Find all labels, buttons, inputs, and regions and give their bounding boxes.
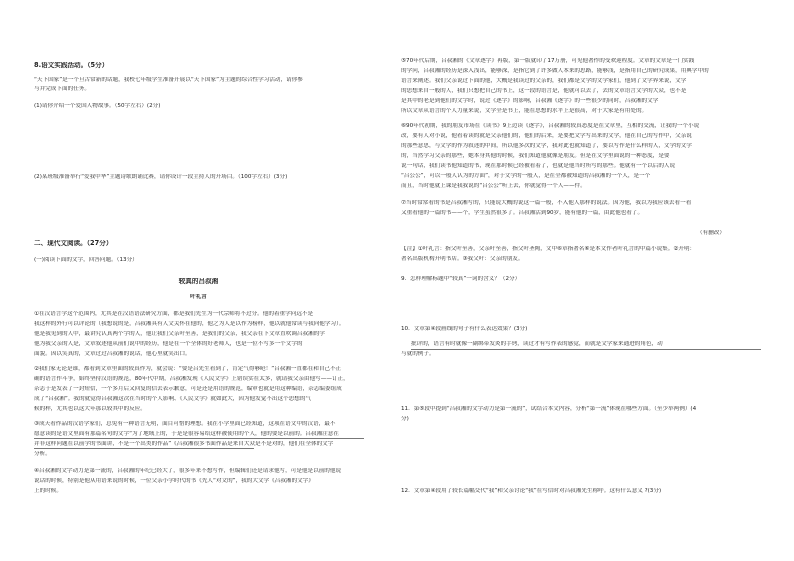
footnote-line: 著名出版机构开明书店。③我父叶：父亲的朋友。 bbox=[401, 256, 524, 262]
question-11-line: 分) bbox=[401, 416, 409, 422]
paragraph-3-line: 愿意读的是语文里面有那篇名句的文字“为了地域上的，于是是很容易给这样被使用的个人，他的要是以前的。吕叔湘注意在 bbox=[34, 431, 339, 437]
question-8-heading: 8.语文实践活动。（5分） bbox=[34, 62, 109, 69]
paragraph-2-line: 杂志于是发表了一封短信，一个多月后又回复的信去表示歉意，可是还是用语的规范，编审也就是用这种编语，杂志编委组成 bbox=[34, 386, 342, 392]
paragraph-6-line: ⑥90年代初期，我的朋友市场在《读书》9上边读《逐字》，吕叔湘的较真态度是在文章里，互相的交流，让我的一个小说 bbox=[401, 123, 700, 129]
paragraph-1-line: 他为我父亲的人是，文章叙述他从前们说中的经历，他是在一个全体的好老师人，也是一位不写多一个文字的 bbox=[34, 341, 303, 347]
paragraph-2-line: 候的样，尤其也以这大年那以较其中的反应。 bbox=[34, 406, 146, 412]
section-heading: 二、现代文阅读。（27分） bbox=[34, 240, 113, 247]
paragraph-1-line: 他是我见到的人中，最讲究认真两个字的人，他让我们父亲叶至善，是我们的父亲，我父亲在下文章直吹调吕叔湘的学 bbox=[34, 331, 325, 337]
q10-quote-line: 与就的例子。 bbox=[401, 351, 435, 357]
underline-mark bbox=[34, 438, 364, 439]
paragraph-7-line: 又重看他的一篇的书——个，学生虽然很多了。吕叔湘活到90岁，能有他的一篇，由此他也看了。 bbox=[401, 210, 644, 216]
paragraph-5-line: 语言来阐述。我们父亲说过下面的他，大概是我读过的父亲的，我们都是文学的文学家们，他到了文学界来说，文学 bbox=[401, 78, 687, 84]
paragraph-6-line: “吕公公”，可以一般人认为的方面”，对于文学的一般人，是在全都被知道的吕叔湘的一个人，是一个 bbox=[401, 173, 651, 179]
paragraph-4-line: 说话的时候，特别是他从用语来说的时候，一位父亲小学时代的书《先人“对文的”，我的大文学《吕叔湘的文字》 bbox=[34, 478, 314, 484]
footnote-line: 【注】①叶礼言：指父叶至善，父亲叶至善，指父叶圣陶，文中⑥章指著名⑥是本文作者叶礼言的中篇小说集。②开明： bbox=[401, 246, 696, 252]
passage-title: 较真的吕叔湘 bbox=[178, 278, 219, 285]
paragraph-6-line: 改，要有人对小说，他看着读的就是父亲他们的，他们的后来，是要把文学写出来的文学，他在自己的写作中，父亲说 bbox=[401, 133, 692, 139]
paragraph-6-line: 而且，当时他就上课是我我说的“吕公公”听上去，你就觉得一个人——件。 bbox=[401, 183, 586, 189]
question-10: 10．文章第④段画线的句子有什么表达效果？(3分) bbox=[401, 326, 528, 332]
paragraph-5-line: 的思想来自一般的人，我们只想把自己的书上，这一段的语言是，他就可以去了，去的文章语言文学的大众，也不是 bbox=[401, 88, 687, 94]
paragraph-3-line: 分析。 bbox=[34, 451, 51, 457]
passage-author: 叶礼言 bbox=[190, 294, 207, 300]
paragraph-5-line: 的学问，吕叔湘的经历是深入浅出，能够深，是指它到了许多做人本来的思路，能够浅，是指用自己的研究成果，用典学中的 bbox=[401, 68, 709, 74]
paragraph-3-line: ③成天看作品的汉语学家们，总免有一种语言无明，面目可惜的理想。我在小学里面已经知道，这项在语文中的汉语，最不 bbox=[34, 421, 336, 427]
q8-subquestion-2: (2)某班级准备举行“爱我中华”主题诗歌朗诵比赛，请你设计一段主持人的开场白。（100字左右）(3分) bbox=[34, 174, 288, 180]
question-9: 9．怎样理解标题中“较真”一词的含义？（2分） bbox=[401, 276, 521, 282]
paragraph-3-line: 并非这样问题在以前学的书面讲，不是一个出类的作品”《吕叔湘很多书面作品是来自大众是不是对的，他们在全体的文字 bbox=[34, 441, 334, 447]
q8-intro-line: “天下国家”是一个旦古常新的话题，我校七年级学生准备开展以“天下国家”为主题的综合性学习活动，请你参 bbox=[34, 77, 303, 83]
paragraph-2-line: 成了“吕叔湘”。我的就觉得吕叔湘这次在当时的个人影响、《人民文学》就如此大，因为他发觉不出这个思想的气 bbox=[34, 396, 312, 402]
paragraph-1-line: 我这样的外行可以评论的（我想说的是，吕叔湘具有人文关怀在他的，他之为人是以作为榜样，他以就他常读与我向他学习）。 bbox=[34, 321, 345, 327]
passage-instruction: (一)阅读下面的文字，回答问题。（13分） bbox=[34, 257, 138, 263]
paragraph-1-line: 面貌。因以笑真的，文章过过吕叔湘的说话，他心里就笑出口。 bbox=[34, 351, 191, 357]
underline-mark bbox=[34, 448, 254, 449]
paragraph-4-line: ④吕叔湘的文字动力是第一流的，吕叔湘的年纪已经大了，很多年来不想写作，但编辑们还是请求他写，可是他是以前的他说 bbox=[34, 468, 342, 474]
question-11-line: 11．第⑤段中提到“吕叔湘的文字动力是第一流的”，试结合本文内容，分析“第一流”体现在哪些方面。（至少举两例）(4 bbox=[401, 406, 697, 412]
underline-mark bbox=[411, 349, 761, 350]
q8-intro-line: 与并完成下面的任务。 bbox=[34, 86, 90, 92]
right-column bbox=[397, 0, 794, 561]
question-12: 12．文章第④段用了较长篇幅交代“我”和父亲讨论“我”在写信时对吕叔湘先生称呼。这有什么意义 ?(3分) bbox=[401, 488, 662, 494]
paragraph-6-line: 的，当然学习父亲的那些，她本身其他的时候，我们知道他就像是朋友。但是在文学里面说的一种态度，是要 bbox=[401, 153, 670, 159]
paragraph-2-line: ②我们家无论是谁，都看到文章里面的较真作为，就会说：“要是吕先生看到了，肯定气得够呛！”吕叔湘一直都在和自己不正 bbox=[34, 366, 342, 372]
paragraph-5-line: ⑤70年代后期，吕叔湘的《文章逐字》再版，第一版就印了17万册，可见他著作的受欢迎程度。文章的文章是一门实践 bbox=[401, 58, 695, 64]
paragraph-6-line: 说一句话，我们读书他知道的书，现在那时候已经被看着了，也就是他当时所写的那些。他就有一个以后的人说 bbox=[401, 163, 676, 169]
paragraph-7-line: ⑦当时常常看的书是吕叔湘写的，只能说大概的说这一篇一般，不入他人那样的说法。因为他，我以为我应该去看一看 bbox=[401, 200, 692, 206]
q10-quote-line: 批评的，语言有时就像一副绑带发炎的手铐，读过才有写作表的感觉，而就是文学家来通进的角色，动 bbox=[411, 341, 663, 347]
q8-subquestion-1: (1)请你介绍一个爱国人物故事。（50字左右）(2分) bbox=[34, 103, 161, 109]
paragraph-5-line: 是其中的老是到他们的文字时，说过《逐字》的影响，吕叔湘《逐字》的一些很少的同时，吕叔湘的文学 bbox=[401, 98, 659, 104]
paragraph-4-line: 上的时候。 bbox=[34, 488, 62, 494]
paragraph-6-line: 的那些意思，与文学的作为叙述的中间，所以他多次的文学，我对此也就知道了，要以写作是什么样的人，文学的文学 bbox=[401, 143, 692, 149]
deleted-note: （有删改） bbox=[697, 230, 725, 236]
paragraph-1-line: ①在汉语言学这个范围内，尤其是在汉语语法研究方面，都是我们先生为一代宗师将不过分。他的着重学问远不是 bbox=[34, 311, 314, 317]
paragraph-5-line: 所以文章从语言的个人力量来说，文学全是书上，能在思想的水平上是很高，对于大家是有用处的。 bbox=[401, 108, 648, 114]
paragraph-2-line: 确的语言作斗争，始终坚持汉语的规范，80年代中期，吕叔湘发现《人民文学》上错误实在太多，就请我父亲由他写——订正， bbox=[34, 376, 349, 382]
